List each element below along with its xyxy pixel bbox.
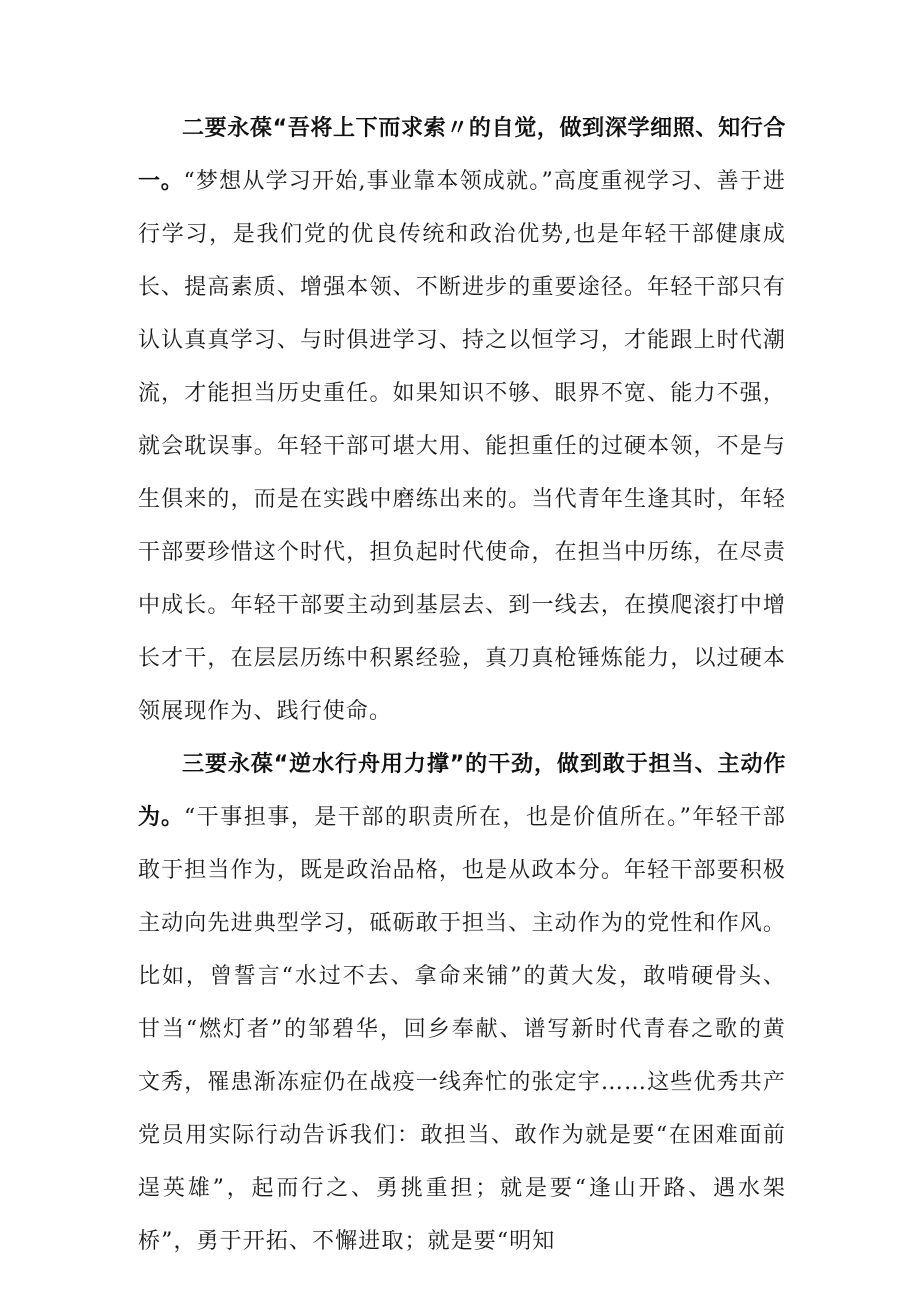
paragraph-3 <box>138 738 786 1268</box>
paragraph-2 <box>138 102 786 738</box>
document-body <box>138 102 786 1268</box>
paragraph-3-lead: 三要永葆“逆水行舟用力撑”的干劲，做到敢于担当、主动作为。 <box>138 752 786 830</box>
paragraph-2-lead: 二要永葆“吾将上下而求索〃的自觉，做到深学细照、知行合一。 <box>138 116 786 194</box>
paragraph-2-body: “梦想从学习开始,事业靠本领成就。”高度重视学习、善于进行学习，是我们党的优良传统和政治优势,也是年轻干部健康成长、提高素质、增强本领、不断进步的重要途径。年轻干部只有认认真真学习、与时俱进学习、持之以恒学习，才能跟上时代潮流，才能担当历史重任。如果知识不够、眼界不宽、能力不强，就会耽误事。年轻干部可堪大用、能担重任的过硬本领，不是与生俱来的，而是在实践中磨练出来的。当代青年生逢其时，年轻干部要珍惜这个时代，担负起时代使命，在担当中历练，在尽责中成长。年轻干部要主动到基层去、到一线去，在摸爬滚打中增长才干，在层层历练中积累经验，真刀真枪锤炼能力，以过硬本领展现作为、践行使命。 <box>138 169 787 724</box>
paragraph-3-body: “干事担事，是干部的职责所在，也是价值所在。”年轻干部敢于担当作为，既是政治品格，也是从政本分。年轻干部要积极主动向先进典型学习，砥砺敢于担当、主动作为的党性和作风。比如，曾誓言“水过不去、拿命来铺”的黄大发，敢啃硬骨头、甘当“燃灯者”的邹碧华，回乡奉献、谱写新时代青春之歌的黄文秀，罹患渐冻症仍在战疫一线奔忙的张定宇……这些优秀共产党员用实际行动告诉我们：敢担当、敢作为就是要“在困难面前逞英雄”，起而行之、勇挑重担；就是要“逢山开路、遇水架桥”，勇于开拓、不懈进取；就是要“明知 <box>138 805 786 1254</box>
